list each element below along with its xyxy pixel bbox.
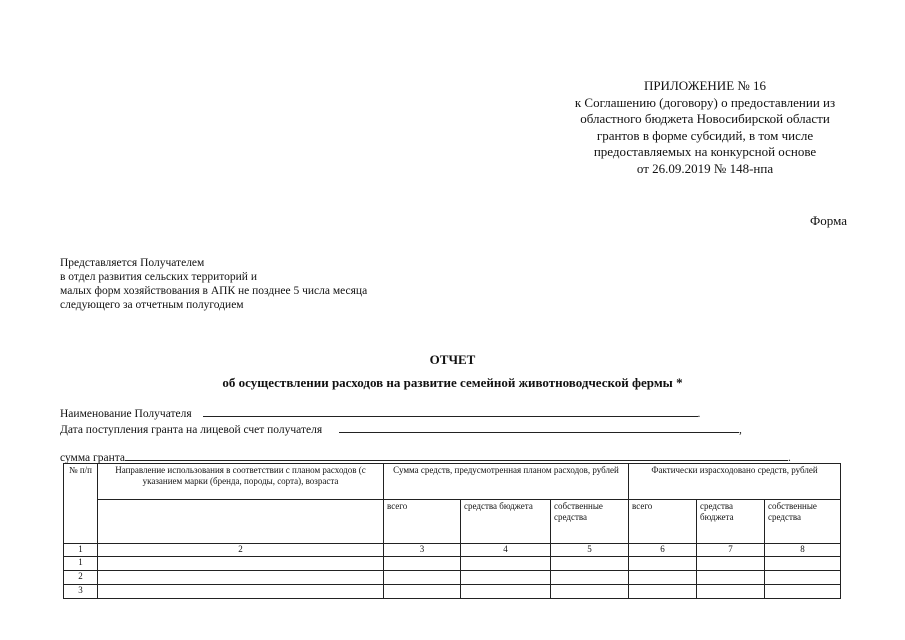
- table-cell[interactable]: [461, 585, 551, 599]
- table-cell[interactable]: [384, 585, 461, 599]
- grant-date-field: Дата поступления гранта на лицевой счет получателя ,: [60, 421, 742, 436]
- table-cell[interactable]: [551, 571, 629, 585]
- grant-sum-field: сумма гранта .: [60, 449, 791, 464]
- recipient-name-field: Наименование Получателя .: [60, 405, 700, 420]
- table-cell[interactable]: [461, 557, 551, 571]
- appendix-line: к Соглашению (договору) о предоставлении из: [574, 94, 836, 110]
- report-subtitle: об осуществлении расходов на развитие семейной животноводческой фермы *: [222, 375, 683, 390]
- column-number: 1: [64, 544, 98, 557]
- header-actual-budget: средства бюджета: [697, 500, 765, 544]
- form-label: Форма: [810, 213, 847, 228]
- table-cell[interactable]: [384, 557, 461, 571]
- table-cell[interactable]: [551, 585, 629, 599]
- table-cell[interactable]: [98, 571, 384, 585]
- header-actual-total: всего: [629, 500, 697, 544]
- table-cell[interactable]: [697, 571, 765, 585]
- appendix-block: [540, 78, 870, 178]
- header-actual-own: собственные средства: [765, 500, 841, 544]
- submission-line: в отдел развития сельских территорий и: [60, 271, 257, 283]
- column-number: 7: [697, 544, 765, 557]
- table-cell[interactable]: [629, 557, 697, 571]
- table-cell[interactable]: [629, 571, 697, 585]
- header-planned-own: собственные средства: [551, 500, 629, 544]
- table-cell[interactable]: [461, 571, 551, 585]
- appendix-line: от 26.09.2019 № 148-нпа: [636, 160, 774, 176]
- recipient-name-label: Наименование Получателя: [60, 408, 192, 420]
- table-cell[interactable]: [629, 585, 697, 599]
- column-number: 8: [765, 544, 841, 557]
- table-row: [64, 557, 841, 571]
- appendix-line: ПРИЛОЖЕНИЕ № 16: [643, 78, 767, 93]
- grant-date-label: Дата поступления гранта на лицевой счет получателя: [60, 424, 323, 436]
- header-planned: Сумма средств, предусмотренная планом расходов, рублей: [384, 464, 629, 500]
- report-table: [63, 463, 841, 599]
- row-number: 1: [64, 557, 98, 571]
- submission-note: [60, 256, 367, 312]
- row-number: 3: [64, 585, 98, 599]
- grant-sum-label: сумма гранта: [60, 452, 126, 464]
- column-number: 6: [629, 544, 697, 557]
- table-row: [64, 571, 841, 585]
- table-cell[interactable]: [384, 571, 461, 585]
- header-num: № п/п: [64, 464, 98, 544]
- table-cell[interactable]: [697, 557, 765, 571]
- column-number: 4: [461, 544, 551, 557]
- table-cell[interactable]: [551, 557, 629, 571]
- column-number: 5: [551, 544, 629, 557]
- column-number: 2: [98, 544, 384, 557]
- appendix-line: грантов в форме субсидий, в том числе: [596, 127, 814, 143]
- report-title: ОТЧЕТ: [429, 352, 476, 367]
- column-number-row: [64, 544, 841, 557]
- header-planned-total: всего: [384, 500, 461, 544]
- header-actual: Фактически израсходовано средств, рублей: [629, 464, 841, 500]
- table-cell[interactable]: [697, 585, 765, 599]
- table-cell[interactable]: [98, 585, 384, 599]
- table-cell[interactable]: [98, 557, 384, 571]
- row-number: 2: [64, 571, 98, 585]
- appendix-line: областного бюджета Новосибирской области: [580, 111, 830, 127]
- grant-date-input-line[interactable]: [339, 421, 739, 433]
- header-direction-cont: [98, 500, 384, 544]
- appendix-line: предоставляемых на конкурсной основе: [593, 144, 817, 160]
- table-row: [64, 585, 841, 599]
- submission-line: малых форм хозяйствования в АПК не позднее 5 числа месяца: [60, 285, 368, 297]
- column-number: 3: [384, 544, 461, 557]
- table-cell[interactable]: [765, 571, 841, 585]
- submission-line: следующего за отчетным полугодием: [60, 299, 244, 311]
- submission-line: Представляется Получателем: [60, 257, 205, 269]
- table-cell[interactable]: [765, 585, 841, 599]
- recipient-name-input-line[interactable]: [203, 405, 698, 417]
- header-direction: Направление использования в соответствии с планом расходов (с указанием марки (бренда, породы, сорта), возраста: [98, 464, 384, 500]
- table-cell[interactable]: [765, 557, 841, 571]
- header-planned-budget: средства бюджета: [461, 500, 551, 544]
- grant-sum-input-line[interactable]: [125, 449, 788, 461]
